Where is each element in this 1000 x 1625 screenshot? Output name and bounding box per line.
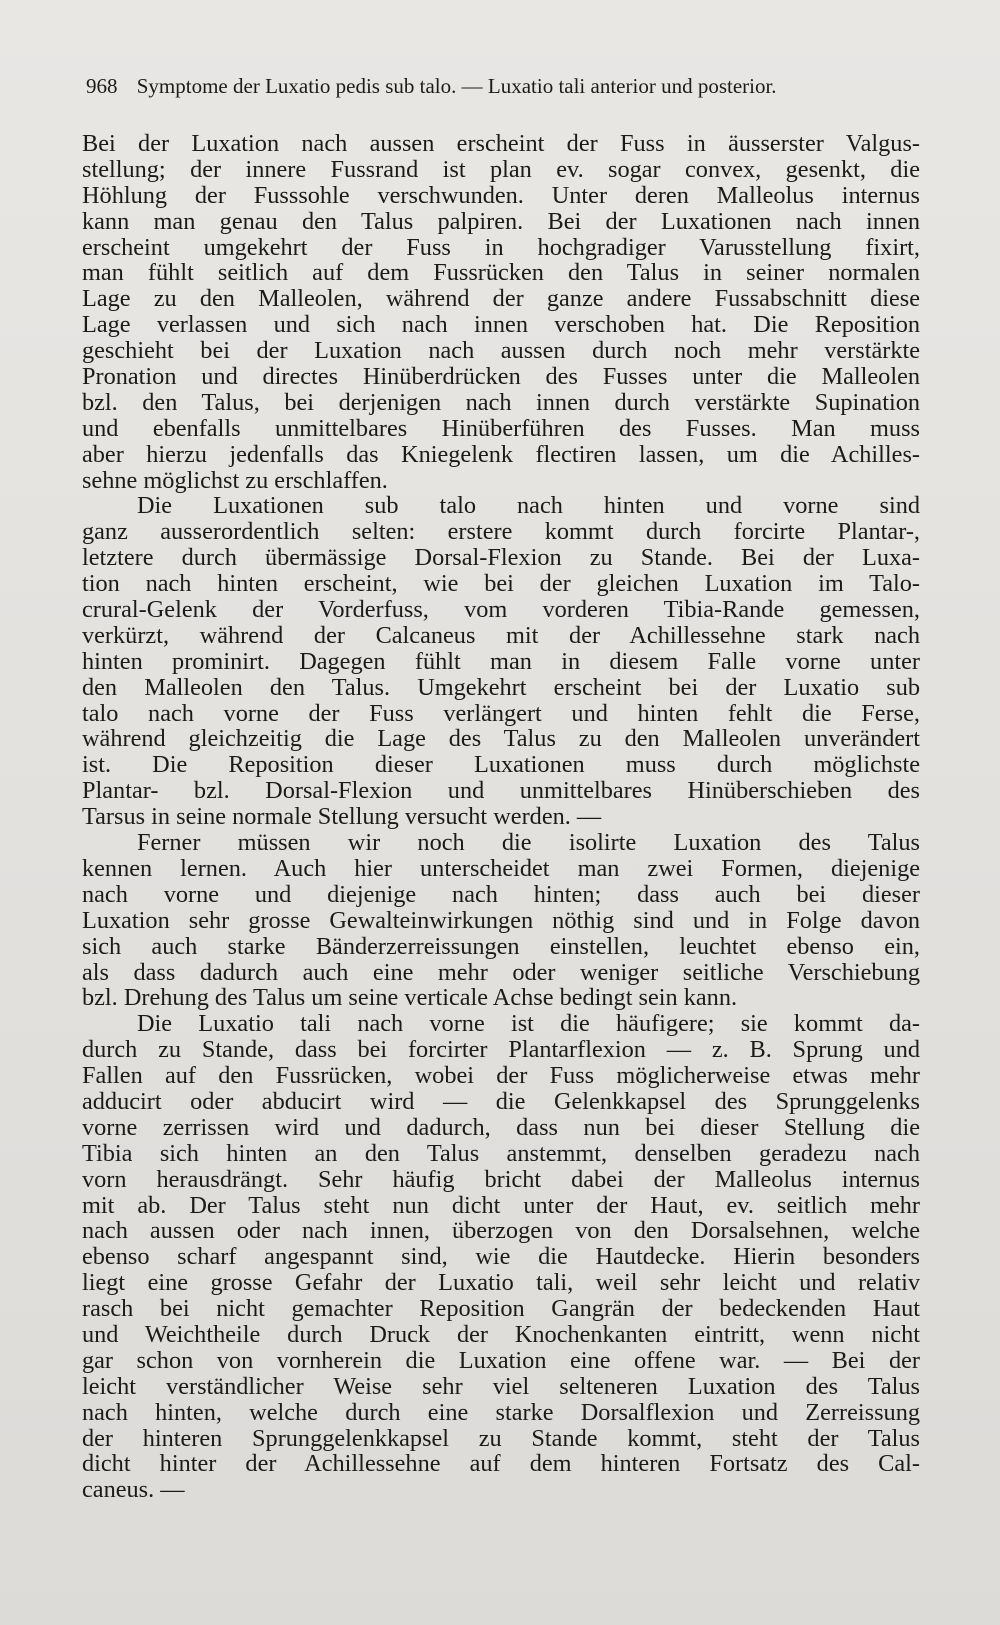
text-line: geschieht bei der Luxation nach aussen durch noch mehr verstärkte bbox=[82, 337, 920, 365]
text-line: Höhlung der Fusssohle verschwunden. Unter deren Malleolus internus bbox=[82, 181, 920, 209]
text-line: stellung; der innere Fussrand ist plan ev. sogar convex, gesenkt, die bbox=[82, 155, 920, 183]
text-line: Lage zu den Malleolen, während der ganze andere Fussabschnitt diese bbox=[82, 285, 920, 313]
text-line: rasch bei nicht gemachter Reposition Gangrän der bedeckenden Haut bbox=[82, 1295, 920, 1323]
text-line: durch zu Stande, dass bei forcirter Plantarflexion — z. B. Sprung und bbox=[82, 1036, 920, 1064]
text-line: bzl. Drehung des Talus um seine verticale Achse bedingt sein kann. bbox=[82, 984, 738, 1012]
text-line: Tibia sich hinten an den Talus anstemmt, denselben geradezu nach bbox=[82, 1139, 920, 1167]
text-line: nach vorne und diejenige nach hinten; dass auch bei dieser bbox=[82, 880, 920, 908]
text-line: Luxation sehr grosse Gewalteinwirkungen nöthig sind und in Folge davon bbox=[82, 906, 920, 934]
text-line: liegt eine grosse Gefahr der Luxatio tali, weil sehr leicht und relativ bbox=[82, 1269, 920, 1297]
text-line: vorn herausdrängt. Sehr häufig bricht dabei der Malleolus internus bbox=[82, 1165, 920, 1193]
text-line: Bei der Luxation nach aussen erscheint der Fuss in äusserster Valgus- bbox=[82, 130, 920, 157]
text-line: den Malleolen den Talus. Umgekehrt erscheint bei der Luxatio sub bbox=[82, 673, 920, 701]
text-line: bzl. den Talus, bei derjenigen nach innen durch verstärkte Supination bbox=[82, 388, 920, 416]
text-line: erscheint umgekehrt der Fuss in hochgradiger Varusstellung fixirt, bbox=[82, 233, 920, 261]
text-line: kann man genau den Talus palpiren. Bei der Luxationen nach innen bbox=[82, 207, 920, 235]
text-line: caneus. — bbox=[82, 1476, 185, 1504]
text-line: kennen lernen. Auch hier unterscheidet man zwei Formen, diejenige bbox=[82, 854, 920, 882]
text-line: verkürzt, während der Calcaneus mit der Achillessehne stark nach bbox=[82, 621, 920, 649]
text-line: als dass dadurch auch eine mehr oder weniger seitliche Verschiebung bbox=[82, 958, 920, 986]
running-title: Symptome der Luxatio pedis sub talo. — Luxatio tali anterior und posterior. bbox=[136, 74, 777, 98]
text-line: Plantar- bzl. Dorsal-Flexion und unmittelbares Hinüberschieben des bbox=[82, 777, 920, 805]
text-line: Ferner müssen wir noch die isolirte Luxation des Talus bbox=[137, 829, 920, 857]
text-line: sehne möglichst zu erschlaffen. bbox=[82, 466, 388, 494]
text-line: während gleichzeitig die Lage des Talus zu den Malleolen unverändert bbox=[82, 725, 920, 753]
text-line: ganz ausserordentlich selten: erstere kommt durch forcirte Plantar-, bbox=[82, 518, 920, 546]
text-line: ist. Die Reposition dieser Luxationen muss durch möglichste bbox=[82, 751, 920, 779]
text-line: Die Luxatio tali nach vorne ist die häufigere; sie kommt da- bbox=[137, 1010, 920, 1038]
text-line: leicht verständlicher Weise sehr viel selteneren Luxation des Talus bbox=[82, 1372, 920, 1400]
text-line: Pronation und directes Hinüberdrücken des Fusses unter die Malleolen bbox=[82, 363, 920, 391]
running-head bbox=[86, 74, 886, 99]
text-line: adducirt oder abducirt wird — die Gelenkkapsel des Sprunggelenks bbox=[82, 1087, 920, 1115]
text-line: und Weichtheile durch Druck der Knochenkanten eintritt, wenn nicht bbox=[82, 1320, 920, 1348]
text-line: Tarsus in seine normale Stellung versucht werden. — bbox=[82, 803, 602, 831]
text-line: ebenso scharf angespannt sind, wie die Hautdecke. Hierin besonders bbox=[82, 1243, 920, 1271]
text-line: und ebenfalls unmittelbares Hinüberführen des Fusses. Man muss bbox=[82, 414, 920, 442]
text-line: sich auch starke Bänderzerreissungen einstellen, leuchtet ebenso ein, bbox=[82, 932, 920, 960]
text-line: talo nach vorne der Fuss verlängert und hinten fehlt die Ferse, bbox=[82, 699, 920, 727]
page-number: 968 bbox=[86, 74, 118, 98]
text-line: gar schon von vornherein die Luxation eine offene war. — Bei der bbox=[82, 1346, 920, 1374]
text-line: aber hierzu jedenfalls das Kniegelenk flectiren lassen, um die Achilles- bbox=[82, 440, 920, 468]
text-line: hinten prominirt. Dagegen fühlt man in diesem Falle vorne unter bbox=[82, 647, 920, 675]
text-line: vorne zerrissen wird und dadurch, dass nun bei dieser Stellung die bbox=[82, 1113, 920, 1141]
text-line: dicht hinter der Achillessehne auf dem hinteren Fortsatz des Cal- bbox=[82, 1450, 920, 1478]
text-line: nach hinten, welche durch eine starke Dorsalflexion und Zerreissung bbox=[82, 1398, 920, 1426]
text-line: der hinteren Sprunggelenkkapsel zu Stande kommt, steht der Talus bbox=[82, 1424, 920, 1452]
text-line: Lage verlassen und sich nach innen verschoben hat. Die Reposition bbox=[82, 311, 920, 339]
text-line: nach aussen oder nach innen, überzogen von den Dorsalsehnen, welche bbox=[82, 1217, 920, 1245]
text-line: Fallen auf den Fussrücken, wobei der Fuss möglicherweise etwas mehr bbox=[82, 1062, 920, 1090]
text-line: Die Luxationen sub talo nach hinten und vorne sind bbox=[137, 492, 920, 520]
text-line: letztere durch übermässige Dorsal-Flexion zu Stande. Bei der Luxa- bbox=[82, 544, 920, 572]
text-line: mit ab. Der Talus steht nun dicht unter der Haut, ev. seitlich mehr bbox=[82, 1191, 920, 1219]
body-text bbox=[82, 131, 920, 1503]
text-line: crural-Gelenk der Vorderfuss, vom vorderen Tibia-Rande gemessen, bbox=[82, 596, 920, 624]
text-line: man fühlt seitlich auf dem Fussrücken den Talus in seiner normalen bbox=[82, 259, 920, 287]
text-line: tion nach hinten erscheint, wie bei der gleichen Luxation im Talo- bbox=[82, 570, 920, 598]
